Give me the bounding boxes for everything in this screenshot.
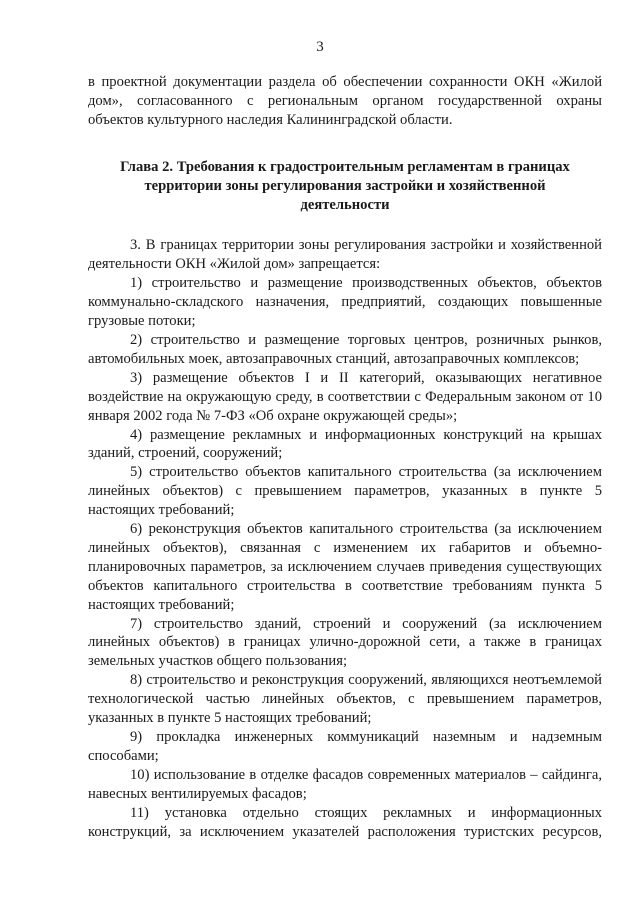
intro-line: объектов культурного наследия Калининградской области. bbox=[88, 111, 453, 128]
page-number: 3 bbox=[316, 39, 324, 55]
chapter-heading-line: деятельности bbox=[300, 196, 390, 213]
intro-line: в проектной документации раздела об обеспечении сохранности ОКН «Жилой bbox=[88, 74, 602, 90]
list-item: 4) размещение рекламных и информационных конструкций на крышах зданий, строений, сооружений; bbox=[88, 426, 602, 462]
list-item: 5) строительство объектов капитального строительства (за исключением линейных объектов) с превышением параметров, указанных в пункте 5 настоящих требований; bbox=[88, 464, 602, 519]
chapter-heading-line: территории зоны регулирования застройки и хозяйственной bbox=[144, 177, 546, 194]
list-item: 10) использование в отделке фасадов современных материалов – сайдинга, навесных вентилируемых фасадов; bbox=[88, 766, 602, 802]
list-item: 6) реконструкция объектов капитального строительства (за исключением линейных объектов), связанная с изменением их габаритов и объемно-планировочных параметров, за исключением случаев приведения существующих объектов капитального строительства в соответствие требованиям пункта 5 настоящих требований; bbox=[88, 521, 602, 613]
list-item: 7) строительство зданий, строений и сооружений (за исключением линейных объектов) в границах улично-дорожной сети, а также в границах земельных участков общего пользования; bbox=[88, 615, 602, 670]
list-item: 1) строительство и размещение производственных объектов, объектов коммунально-складского назначения, предприятий, создающих повышенные грузовые потоки; bbox=[88, 275, 602, 330]
list-item: 8) строительство и реконструкция сооружений, являющихся неотъемлемой технологической частью линейных объектов, с превышением параметров, указанных в пункте 5 настоящих требований; bbox=[88, 672, 602, 727]
document-body bbox=[88, 73, 602, 841]
clause-3: 3. В границах территории зоны регулирования застройки и хозяйственной деятельности ОКН «Жилой дом» запрещается: bbox=[88, 237, 602, 273]
chapter-heading bbox=[88, 158, 602, 215]
list-item: 11) установка отдельно стоящих рекламных и информационных конструкций, за исключением указателей расположения туристских ресурсов, bbox=[88, 804, 602, 840]
list-item: 2) строительство и размещение торговых центров, розничных рынков, автомобильных моек, автозаправочных станций, автозаправочных комплексов; bbox=[88, 331, 602, 367]
intro-line: дом», согласованного с региональным органом государственной охраны bbox=[88, 92, 602, 109]
intro-paragraph bbox=[88, 73, 602, 130]
chapter-heading-line: Глава 2. Требования к градостроительным регламентам в границах bbox=[120, 158, 570, 175]
list-item: 9) прокладка инженерных коммуникаций наземным и надземным способами; bbox=[88, 729, 602, 764]
list-item: 3) размещение объектов I и II категорий, оказывающих негативное воздействие на окружающую среду, в соответствии с Федеральным законом от 10 января 2002 года № 7-ФЗ «Об охране окружающей среды»; bbox=[88, 369, 602, 424]
